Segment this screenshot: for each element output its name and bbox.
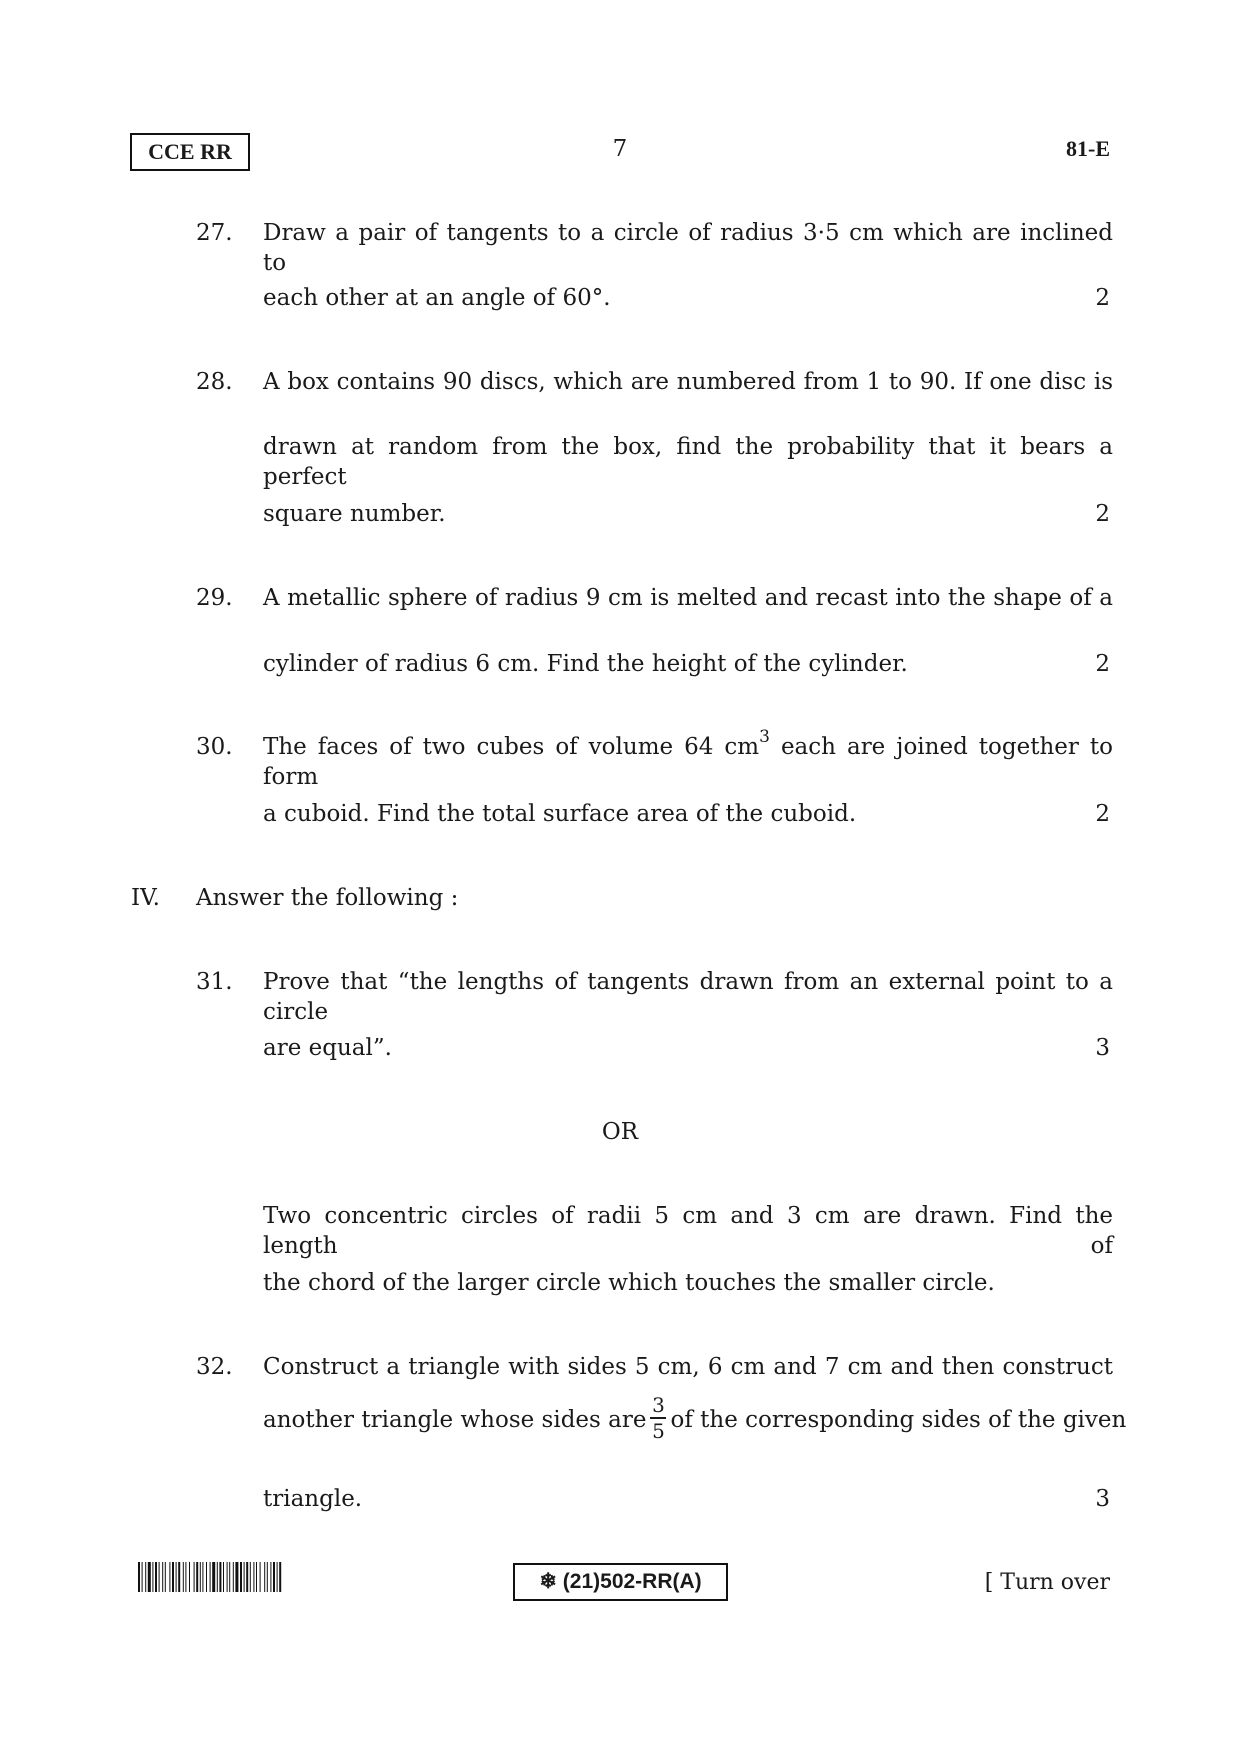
turn-over-text: [ Turn over [984,1570,1110,1595]
q30-text-a: The faces of two cubes of volume 64 cm [263,734,760,760]
page-number: 7 [612,136,628,162]
paper-code: 81-E [1066,136,1110,161]
question-marks: 2 [1095,651,1110,677]
barcode-bar [217,1562,218,1592]
barcode-bar [270,1562,271,1592]
barcode-bar [200,1562,201,1592]
barcode-bar [185,1562,186,1592]
snowflake-icon: ❄ [539,1570,557,1593]
question-text-line: the chord of the larger circle which touches the smaller circle. [263,1270,995,1296]
barcode-bar [194,1562,195,1592]
barcode-bar [210,1562,211,1592]
barcode-bar [189,1562,190,1592]
barcode-bar [155,1562,157,1592]
footer-code-box [513,1563,728,1601]
barcode-bar [138,1562,140,1592]
question-text-line: A box contains 90 discs, which are numbered from 1 to 90. If one disc is [263,369,1113,395]
barcode-bar [219,1562,221,1592]
question-number: 30. [196,734,233,760]
question-text-line [263,1393,1127,1446]
q32-text-a: another triangle whose sides are [263,1407,647,1433]
barcode-bar [260,1562,261,1592]
section-title: Answer the following : [196,885,459,911]
barcode-bar [142,1562,143,1592]
barcode-bar [196,1562,198,1592]
barcode-bar [145,1562,146,1592]
superscript-3: 3 [759,727,770,748]
fraction-denominator: 5 [652,1418,665,1443]
question-text-line: Construct a triangle with sides 5 cm, 6 cm and 7 cm and then construct [263,1354,1113,1380]
barcode-bar [212,1562,215,1592]
question-text-line: A metallic sphere of radius 9 cm is melted and recast into the shape of a [263,585,1113,611]
barcode-bar [267,1562,268,1592]
question-text-line: square number. [263,501,446,527]
barcode-bar [162,1562,163,1592]
barcode-bar [223,1562,224,1592]
barcode-bar [235,1562,238,1592]
section-number: IV. [131,885,160,911]
question-text-line: a cuboid. Find the total surface area of the cuboid. [263,801,857,827]
barcode-bar [256,1562,257,1592]
question-marks: 2 [1095,501,1110,527]
barcode-bar [183,1562,184,1592]
question-marks: 2 [1095,285,1110,311]
q30-text-b: each are joined together to form [263,734,1113,790]
barcode-bar [152,1562,153,1592]
q32-text-b: of the corresponding sides of the given [670,1407,1127,1433]
barcode-bar [227,1562,228,1592]
barcode-bar [165,1562,166,1592]
barcode-bar [206,1562,207,1592]
barcode-bar [277,1562,278,1592]
fraction [650,1394,666,1442]
question-text-line: Draw a pair of tangents to a circle of radius 3·5 cm which are inclined to [263,220,1113,276]
barcode-bar [159,1562,160,1592]
question-marks: 2 [1095,801,1110,827]
question-number: 28. [196,369,233,395]
question-number: 29. [196,585,233,611]
question-text-line: are equal”. [263,1035,392,1061]
question-number: 32. [196,1354,233,1380]
barcode-bar [250,1562,251,1592]
barcode [138,1562,369,1592]
question-text-line: drawn at random from the box, find the probability that it bears a perfect [263,434,1113,490]
barcode-bar [279,1562,281,1592]
barcode-bar [176,1562,177,1592]
barcode-bar [229,1562,230,1592]
barcode-bar [264,1562,265,1592]
question-marks: 3 [1095,1035,1110,1061]
barcode-bar [169,1562,170,1592]
header-code-box: CCE RR [130,133,250,171]
barcode-bar [148,1562,151,1592]
barcode-bar [253,1562,254,1592]
barcode-bar [233,1562,234,1592]
question-text-line: each other at an angle of 60°. [263,285,611,311]
question-number: 27. [196,220,233,246]
or-separator: OR [601,1119,639,1145]
barcode-bar [244,1562,245,1592]
question-text-line [263,727,1113,792]
question-text-line: triangle. [263,1486,363,1512]
fraction-numerator: 3 [652,1393,665,1418]
barcode-bar [273,1562,275,1592]
question-text-line: Two concentric circles of radii 5 cm and 3 cm are drawn. Find the length of [263,1203,1113,1259]
question-text-line: Prove that “the lengths of tangents drawn from an external point to a circle [263,969,1113,1025]
barcode-bar [240,1562,242,1592]
barcode-bar [172,1562,174,1592]
question-number: 31. [196,969,233,995]
footer-code: (21)502-RR(A) [562,1570,702,1593]
question-marks: 3 [1095,1486,1110,1512]
barcode-bar [178,1562,180,1592]
barcode-bar [202,1562,203,1592]
barcode-bar [246,1562,248,1592]
question-text-line: cylinder of radius 6 cm. Find the height of the cylinder. [263,651,908,677]
